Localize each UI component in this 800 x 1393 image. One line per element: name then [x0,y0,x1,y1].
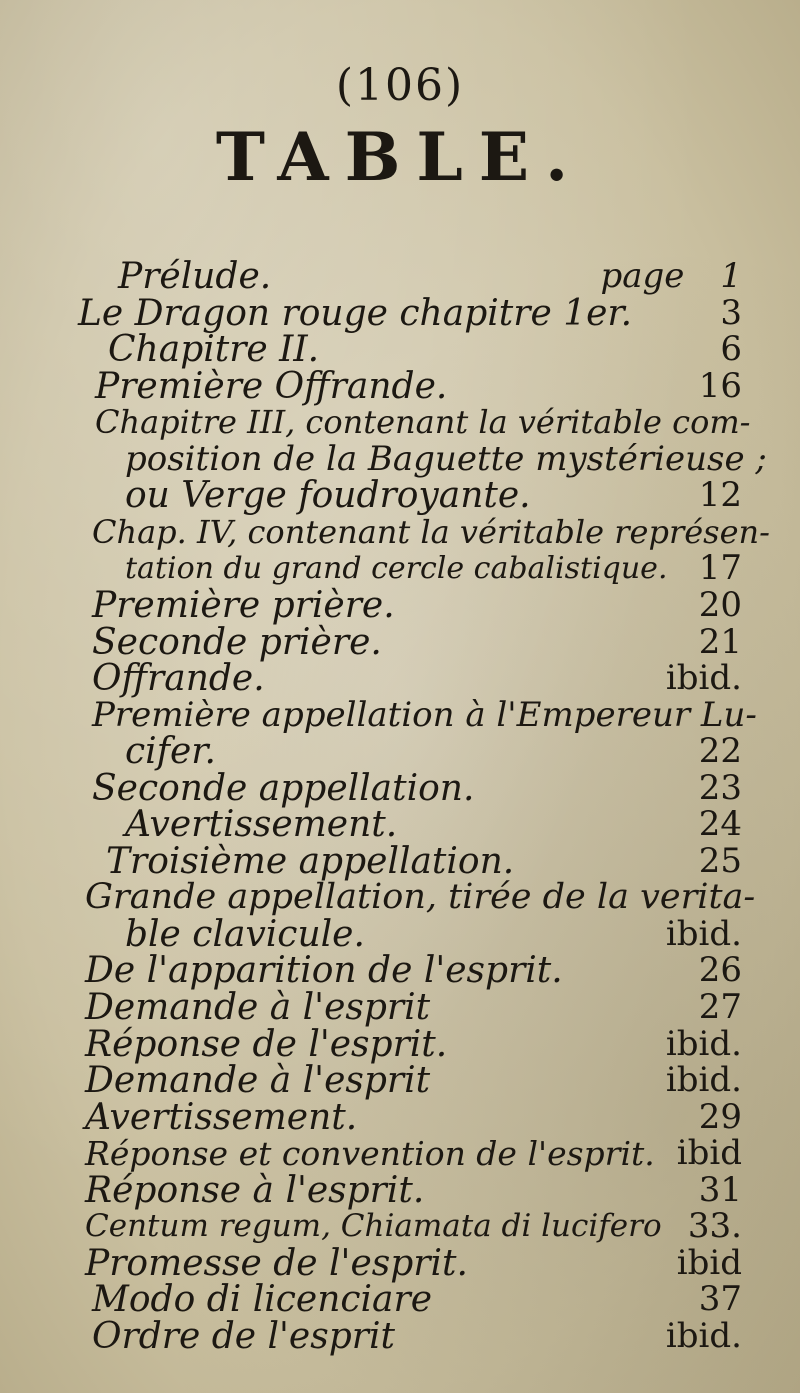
toc-entry-label: Seconde appellation. [92,768,475,809]
toc-entry [0,368,800,405]
toc-entry [0,952,800,989]
toc-entry-label: Chapitre III, contenant la véritable com- [95,403,751,441]
toc-entry-page: 12 [698,475,742,515]
toc-entry-label: Prélude. [118,256,272,297]
toc-entry-page-number: 1 [720,256,742,296]
toc-entry [0,879,800,916]
toc-entry-label: Centum regum, Chiamata di lucifero [85,1208,662,1244]
toc-entry-label: Grande appellation, tirée de la verita- [85,877,756,917]
toc-entry [0,1062,800,1099]
toc-entry-label: Demande à l'esprit [85,987,431,1028]
toc-entry [0,989,800,1026]
toc-entry-page: 27 [698,987,742,1027]
toc-entry [0,1245,800,1282]
toc-entry [0,331,800,368]
toc-entry-page: 22 [698,731,742,771]
toc-entry-label: Réponse à l'esprit. [85,1170,425,1211]
toc-entry-page: ibid. [665,1316,742,1356]
toc-entry-label: Réponse de l'esprit. [85,1024,448,1065]
toc-entry-page: 26 [698,950,742,990]
toc-entry-label: Avertissement. [125,804,398,845]
toc-entry-page: 24 [698,804,742,844]
toc-entry [0,660,800,697]
toc-entry-page: 31 [698,1170,742,1210]
toc-entry [0,514,800,551]
toc-entry [0,916,800,953]
toc-entry [0,258,800,295]
toc-entry-page: ibid [676,1243,742,1283]
toc-entry [0,1099,800,1136]
toc-entry-label: Réponse et convention de l'esprit. [85,1134,655,1173]
toc-entry-page: 23 [698,768,742,808]
toc-entry [0,295,800,332]
toc-entry [0,1172,800,1209]
toc-entry [0,624,800,661]
toc-page-word: page [600,256,685,296]
toc-entry [0,404,800,441]
toc-entry [0,550,800,587]
toc-entry-label: Seconde prière. [92,622,382,663]
toc-entry [0,441,800,478]
toc-entry-label: Modo di licenciare [92,1279,433,1320]
toc-entry-page: 21 [698,622,742,662]
toc-entry-label: Première prière. [92,585,395,626]
toc-entry-label: Première Offrande. [95,366,448,407]
toc-entry-page: 3 [720,293,742,333]
toc-entry-page: ibid. [665,1060,742,1100]
page-number: (106) [335,60,465,111]
toc-entry-label: position de la Baguette mystérieuse ; [125,439,767,479]
toc-entry-label: ou Verge foudroyante. [125,475,531,516]
toc-entry-label: tation du grand cercle cabalistique. [125,551,668,586]
toc-entry [0,1281,800,1318]
toc-entry-page: ibid. [665,914,742,954]
toc-entry-label: Demande à l'esprit [85,1060,431,1101]
toc-entry-page: 33. [687,1206,742,1246]
toc-entry [0,733,800,770]
toc-entry-page: 20 [698,585,742,625]
toc-entry [0,1208,800,1245]
page-title: TABLE. [215,118,585,196]
toc-entry-page: ibid [676,1133,742,1173]
toc-entry [0,587,800,624]
toc-entry [0,697,800,734]
toc-entry-page: 6 [720,329,742,369]
toc-entry-page: 29 [698,1097,742,1137]
toc-entry-page: ibid. [665,658,742,698]
toc-entry [0,1026,800,1063]
toc-entry-label: ble clavicule. [125,914,365,955]
toc-entry-label: Chap. IV, contenant la véritable représen- [92,513,770,551]
toc-entry [0,1135,800,1172]
toc-entry-page: 25 [698,841,742,881]
toc-entry [0,477,800,514]
toc-entry-label: De l'apparition de l'esprit. [85,950,563,991]
toc-entry-label: Ordre de l'esprit [92,1316,395,1357]
toc-entry-page: 37 [698,1279,742,1319]
toc-entry [0,1318,800,1355]
toc-entry-label: Promesse de l'esprit. [85,1243,468,1284]
toc-entry [0,806,800,843]
toc-entry-label: Chapitre II. [108,329,320,370]
toc-entry-label: cifer. [125,731,217,772]
toc-entry-page [600,258,742,295]
toc-entry [0,843,800,880]
toc-entry-label: Première appellation à l'Empereur Lu- [92,695,757,735]
toc-entry-page: 17 [698,548,742,588]
toc-entry-page: ibid. [665,1024,742,1064]
toc-entry-page: 16 [698,366,742,406]
toc-entry-label: Le Dragon rouge chapitre 1er. [78,293,633,334]
toc-entry-label: Avertissement. [85,1097,358,1138]
toc-entry-label: Troisième appellation. [106,841,515,882]
toc-entry [0,770,800,807]
toc-entry-label: Offrande. [92,658,265,699]
